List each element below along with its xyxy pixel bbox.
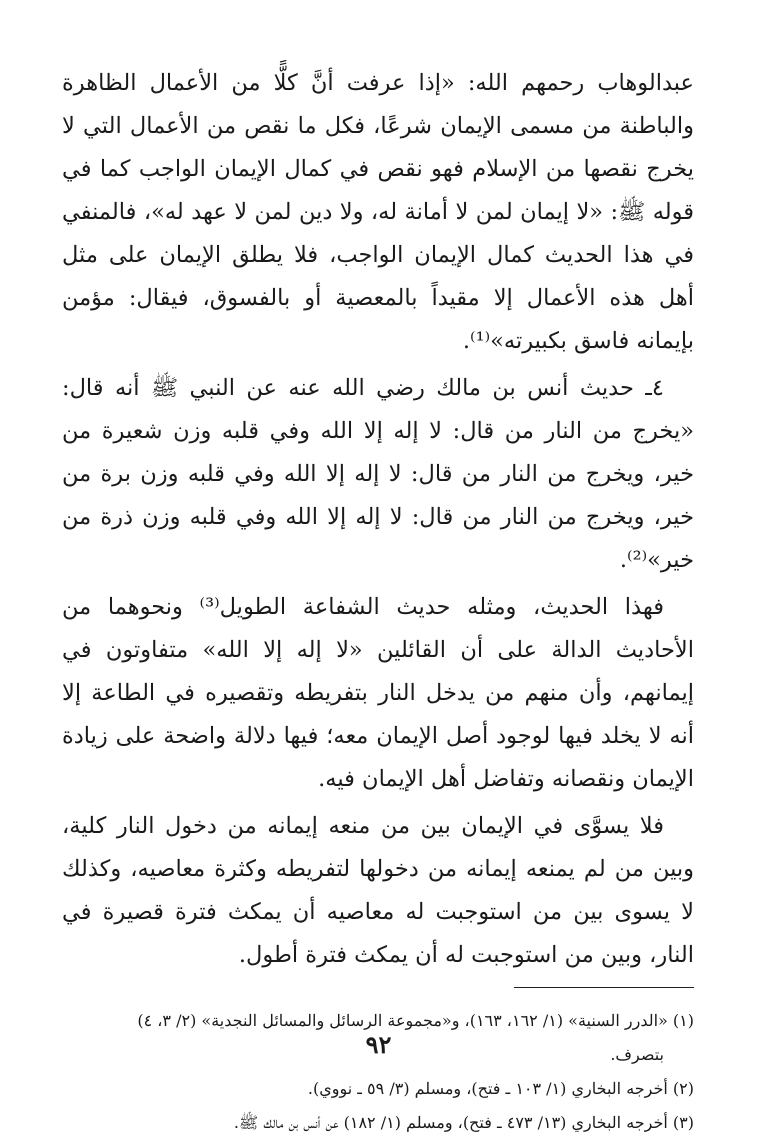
footnote-2: (٢) أخرجه البخاري (١/ ١٠٣ ـ فتح)، ومسلم (٣/ ٥٩ ـ نووي). — [307, 1079, 694, 1098]
page-number: ٩٢ — [365, 1030, 392, 1059]
paragraph-4: فلا يسوَّى في الإيمان بين من منعه إيمانه من دخول النار كلية، وبين من لم يمنعه إيمانه من دخولها لتفريطه وكثرة معاصيه، وكذلك لا يسوى بين من استوجبت له معاصيه أن يمكث فترة قصيرة في النار، وبين من استوجبت له أن يمكث فترة أطول. — [62, 813, 694, 968]
paragraph-2: ٤ـ حديث أنس بن مالك رضي الله عنه عن النبي ﷺ أنه قال: «يخرج من النار من قال: لا إله إلا الله وفي قلبه وزن شعيرة من خير، ويخرج من النار من قال: لا إله إلا الله وفي قلبه وزن برة من خير، ويخرج من النار من قال: لا إله إلا الله وفي قلبه وزن ذرة من خير»⁽²⁾. — [62, 375, 694, 573]
footnote-separator — [514, 987, 694, 988]
page-body — [62, 62, 694, 1140]
footnote-1: (١) «الدرر السنية» (١/ ١٦٢، ١٦٣)، و«مجموعة الرسائل والمسائل النجدية» (٢/ ٣، ٤) — [137, 1011, 694, 1030]
footnote-3: (٣) أخرجه البخاري (١٣/ ٤٧٣ ـ فتح)، ومسلم (١/ ١٨٢) عن أنس بن مالك ﷺ. — [233, 1113, 694, 1132]
footnotes — [62, 1004, 694, 1140]
footnote-1-continuation: بتصرف. — [610, 1045, 664, 1064]
paragraph-3: فهذا الحديث، ومثله حديث الشفاعة الطويل⁽³⁾ ونحوهما من الأحاديث الدالة على أن القائلين «لا إله إلا الله» متفاوتون في إيمانهم، وأن منهم من يدخل النار بتفريطه وتقصيره في الطاعة إلا أنه لا يخلد فيها لوجود أصل الإيمان معه؛ فيها دلالة واضحة على زيادة الإيمان ونقصانه وتفاضل أهل الإيمان فيه. — [62, 594, 694, 792]
paragraph-1: عبدالوهاب رحمهم الله: «إذا عرفت أنَّ كلًّا من الأعمال الظاهرة والباطنة من مسمى الإيمان شرعًا، فكل ما نقص من الأعمال التي لا يخرج نقصها من الإسلام فهو نقص في كمال الإيمان الواجب كما في قوله ﷺ: «لا إيمان لمن لا أمانة له، ولا دين لمن لا عهد له»، فالمنفي في هذا الحديث كمال الإيمان الواجب، فلا يطلق الإيمان على مثل أهل هذه الأعمال إلا مقيداً بالمعصية أو بالفسوق، فيقال: مؤمن بإيمانه فاسق بكبيرته»⁽¹⁾. — [62, 70, 694, 354]
